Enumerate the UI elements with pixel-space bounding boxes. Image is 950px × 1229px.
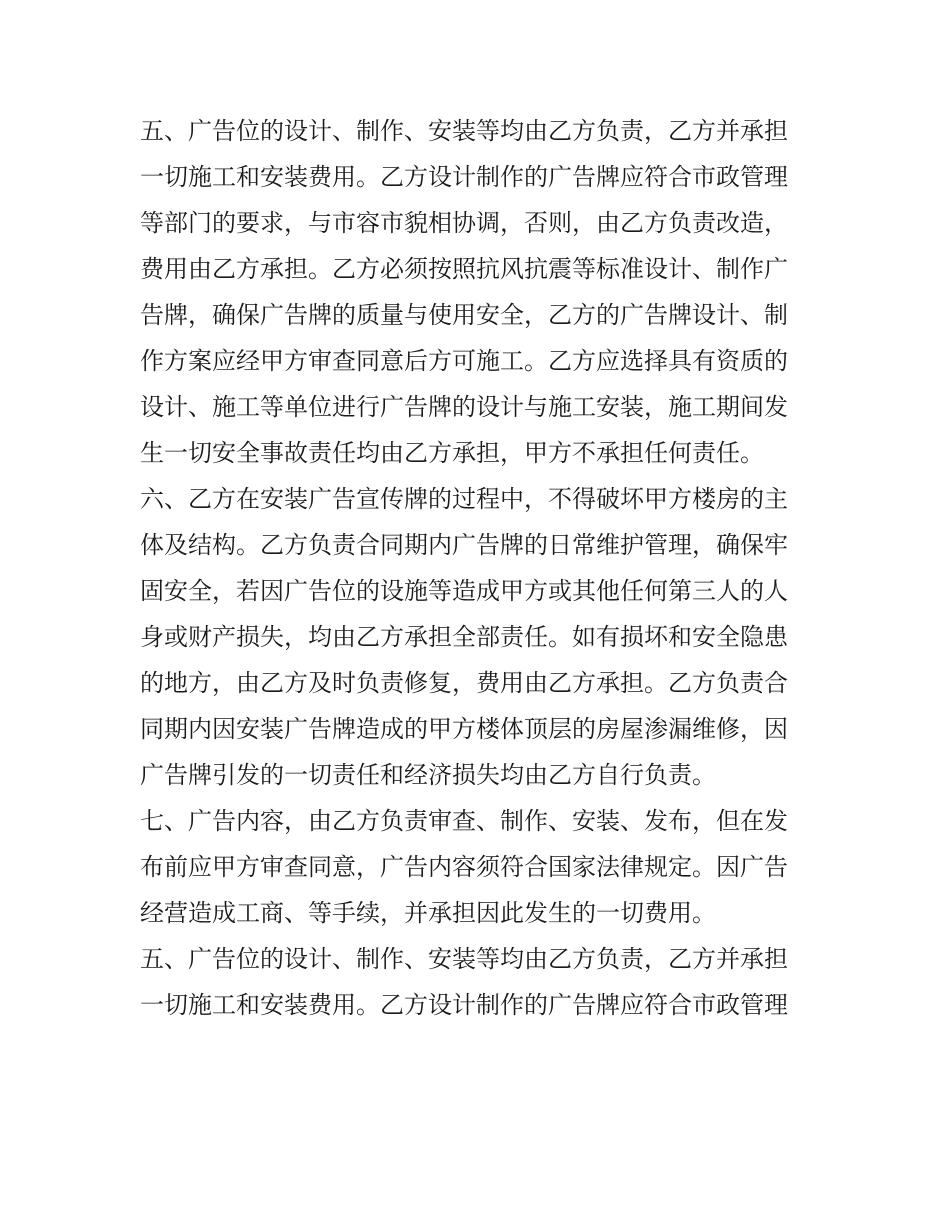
text-line: 七、广告内容，由乙方负责审查、制作、安装、发布，但在发 — [140, 807, 788, 835]
text-line: 体及结构。乙方负责合同期内广告牌的日常维护管理，确保牢 — [140, 531, 788, 559]
text-line: 设计、施工等单位进行广告牌的设计与施工安装，施工期间发 — [140, 393, 788, 421]
text-line: 身或财产损失，均由乙方承担全部责任。如有损坏和安全隐患 — [140, 623, 788, 651]
text-line: 作方案应经甲方审查同意后方可施工。乙方应选择具有资质的 — [140, 347, 788, 375]
contract-text — [140, 108, 820, 1028]
text-line: 生一切安全事故责任均由乙方承担，甲方不承担任何责任。 — [140, 439, 764, 467]
text-line: 六、乙方在安装广告宣传牌的过程中，不得破坏甲方楼房的主 — [140, 485, 788, 513]
text-line: 同期内因安装广告牌造成的甲方楼体顶层的房屋渗漏维修，因 — [140, 715, 788, 743]
text-line: 五、广告位的设计、制作、安装等均由乙方负责，乙方并承担 — [140, 117, 788, 145]
text-line: 一切施工和安装费用。乙方设计制作的广告牌应符合市政管理 — [140, 163, 788, 191]
text-line: 经营造成工商、等手续，并承担因此发生的一切费用。 — [140, 899, 716, 927]
text-line: 五、广告位的设计、制作、安装等均由乙方负责，乙方并承担 — [140, 945, 788, 973]
text-line: 费用由乙方承担。乙方必须按照抗风抗震等标准设计、制作广 — [140, 255, 788, 283]
text-line: 等部门的要求，与市容市貌相协调，否则，由乙方负责改造， — [140, 209, 788, 237]
text-line: 布前应甲方审查同意，广告内容须符合国家法律规定。因广告 — [140, 853, 788, 881]
text-line: 广告牌引发的一切责任和经济损失均由乙方自行负责。 — [140, 761, 716, 789]
text-line: 固安全，若因广告位的设施等造成甲方或其他任何第三人的人 — [140, 577, 788, 605]
text-line: 一切施工和安装费用。乙方设计制作的广告牌应符合市政管理 — [140, 991, 788, 1019]
text-line: 告牌，确保广告牌的质量与使用安全，乙方的广告牌设计、制 — [140, 301, 788, 329]
text-line: 的地方，由乙方及时负责修复，费用由乙方承担。乙方负责合 — [140, 669, 788, 697]
